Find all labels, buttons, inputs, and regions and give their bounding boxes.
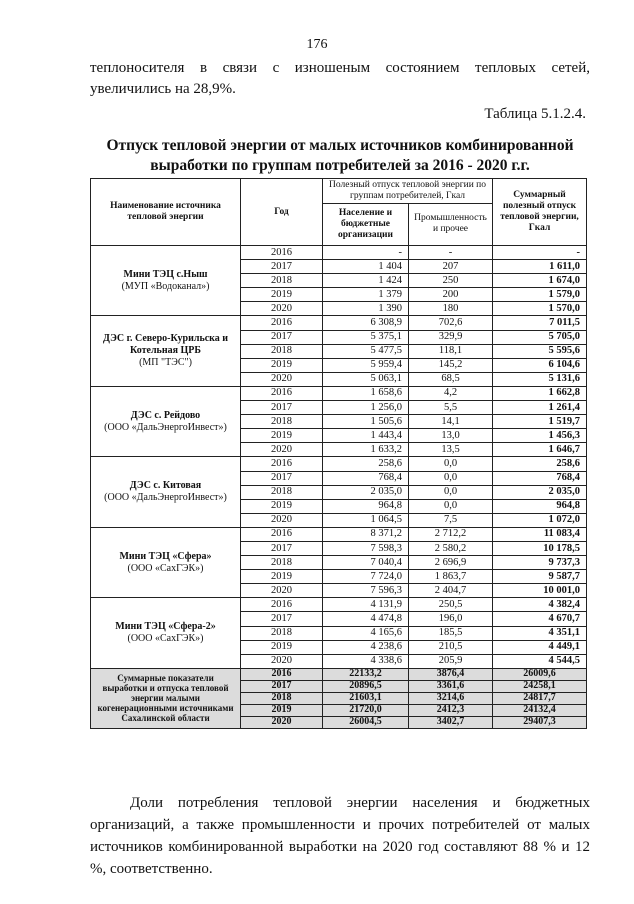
total-cell: 6 104,6: [493, 358, 587, 372]
year-cell: 2017: [241, 471, 323, 485]
page-number: 176: [306, 37, 328, 52]
industry-cell: 2 712,2: [409, 527, 493, 541]
total-cell: 2 035,0: [493, 485, 587, 499]
industry-cell: 702,6: [409, 316, 493, 330]
population-cell: 964,8: [323, 499, 409, 513]
population-cell: 4 474,8: [323, 612, 409, 626]
table-label: Таблица 5.1.2.4.: [484, 106, 586, 122]
population-cell: 1 256,0: [323, 401, 409, 415]
year-cell: 2017: [241, 330, 323, 344]
total-cell: 11 083,4: [493, 527, 587, 541]
total-cell: 5 595,6: [493, 344, 587, 358]
population-cell: 1 633,2: [323, 443, 409, 457]
population-cell: 1 443,4: [323, 429, 409, 443]
year-cell: 2016: [241, 598, 323, 612]
industry-cell: 118,1: [409, 344, 493, 358]
total-cell: 1 646,7: [493, 443, 587, 457]
source-cell: [91, 457, 241, 527]
industry-cell: 7,5: [409, 513, 493, 527]
year-cell: 2017: [241, 260, 323, 274]
table-row: [91, 386, 587, 400]
total-cell: 5 131,6: [493, 372, 587, 386]
total-cell: 10 001,0: [493, 584, 587, 598]
summary-industry: 3361,6: [409, 680, 493, 692]
industry-cell: 0,0: [409, 471, 493, 485]
industry-cell: 250,5: [409, 598, 493, 612]
industry-cell: 200: [409, 288, 493, 302]
industry-cell: 329,9: [409, 330, 493, 344]
industry-cell: 185,5: [409, 626, 493, 640]
year-cell: 2018: [241, 556, 323, 570]
industry-cell: 0,0: [409, 499, 493, 513]
total-cell: 4 670,7: [493, 612, 587, 626]
year-cell: 2016: [241, 386, 323, 400]
total-cell: -: [493, 246, 587, 260]
population-cell: 258,6: [323, 457, 409, 471]
industry-cell: 68,5: [409, 372, 493, 386]
year-cell: 2019: [241, 358, 323, 372]
year-cell: 2020: [241, 372, 323, 386]
source-org: (МП "ТЭС"): [139, 357, 192, 369]
table-row: [91, 246, 587, 260]
population-cell: 4 131,9: [323, 598, 409, 612]
population-cell: 1 379: [323, 288, 409, 302]
industry-cell: 205,9: [409, 654, 493, 668]
summary-total: 29407,3: [493, 716, 587, 728]
year-cell: 2018: [241, 485, 323, 499]
total-cell: 5 705,0: [493, 330, 587, 344]
total-cell: 4 382,4: [493, 598, 587, 612]
summary-total: 26009,6: [493, 668, 587, 680]
total-cell: 1 570,0: [493, 302, 587, 316]
header-industry: Промышленность и прочее: [409, 203, 493, 245]
year-cell: 2020: [241, 513, 323, 527]
year-cell: 2017: [241, 612, 323, 626]
population-cell: 5 477,5: [323, 344, 409, 358]
year-cell: 2016: [241, 457, 323, 471]
source-org: (ООО «СахГЭК»): [127, 562, 204, 574]
year-cell: 2016: [241, 527, 323, 541]
year-cell: 2019: [241, 288, 323, 302]
population-cell: 7 040,4: [323, 556, 409, 570]
summary-industry: 3876,4: [409, 668, 493, 680]
source-cell: [91, 246, 241, 316]
population-cell: 1 390: [323, 302, 409, 316]
header-population: Население и бюджетные организации: [323, 203, 409, 245]
year-cell: 2016: [241, 246, 323, 260]
summary-total: 24817,7: [493, 692, 587, 704]
table-row: [91, 457, 587, 471]
population-cell: 4 338,6: [323, 654, 409, 668]
header-useful-release: Полезный отпуск тепловой энергии по группам потребителей, Гкал: [323, 179, 493, 204]
industry-cell: 210,5: [409, 640, 493, 654]
summary-year: 2019: [241, 704, 323, 716]
total-cell: 1 662,8: [493, 386, 587, 400]
total-cell: 964,8: [493, 499, 587, 513]
population-cell: 7 598,3: [323, 541, 409, 555]
industry-cell: 180: [409, 302, 493, 316]
industry-cell: 14,1: [409, 415, 493, 429]
source-name: Мини ТЭЦ «Сфера-2»: [115, 621, 216, 633]
source-cell: [91, 316, 241, 386]
population-cell: 5 375,1: [323, 330, 409, 344]
industry-cell: 2 580,2: [409, 541, 493, 555]
table-title: Отпуск тепловой энергии от малых источников комбинированной выработки по группам потребителей за 2016 - 2020 г.г.: [106, 137, 574, 174]
industry-cell: 0,0: [409, 485, 493, 499]
summary-total: 24132,4: [493, 704, 587, 716]
population-cell: 768,4: [323, 471, 409, 485]
year-cell: 2018: [241, 626, 323, 640]
population-cell: 4 165,6: [323, 626, 409, 640]
source-name: ДЭС с. Китовая: [129, 480, 202, 492]
population-cell: 8 371,2: [323, 527, 409, 541]
total-cell: 1 072,0: [493, 513, 587, 527]
population-cell: 7 724,0: [323, 570, 409, 584]
population-cell: 5 063,1: [323, 372, 409, 386]
year-cell: 2017: [241, 541, 323, 555]
source-cell: [91, 386, 241, 456]
header-total: Суммарный полезный отпуск тепловой энергии, Гкал: [493, 179, 587, 246]
total-cell: 1 579,0: [493, 288, 587, 302]
summary-industry: 2412,3: [409, 704, 493, 716]
total-cell: 9 737,3: [493, 556, 587, 570]
summary-population: 21720,0: [323, 704, 409, 716]
summary-year: 2017: [241, 680, 323, 692]
industry-cell: 2 404,7: [409, 584, 493, 598]
total-cell: 4 351,1: [493, 626, 587, 640]
population-cell: 1 064,5: [323, 513, 409, 527]
population-cell: 1 404: [323, 260, 409, 274]
industry-cell: -: [409, 246, 493, 260]
industry-cell: 13,0: [409, 429, 493, 443]
industry-cell: 4,2: [409, 386, 493, 400]
year-cell: 2018: [241, 415, 323, 429]
industry-cell: 5,5: [409, 401, 493, 415]
population-cell: 4 238,6: [323, 640, 409, 654]
table-row: [91, 598, 587, 612]
year-cell: 2016: [241, 316, 323, 330]
source-name: Мини ТЭЦ с.Ныш: [123, 268, 208, 280]
header-source: Наименование источника тепловой энергии: [91, 179, 241, 246]
total-cell: 768,4: [493, 471, 587, 485]
year-cell: 2019: [241, 570, 323, 584]
header-year: Год: [241, 179, 323, 246]
total-cell: 4 449,1: [493, 640, 587, 654]
year-cell: 2020: [241, 654, 323, 668]
table-row: [91, 316, 587, 330]
summary-row: [91, 668, 587, 680]
year-cell: 2019: [241, 429, 323, 443]
population-cell: 2 035,0: [323, 485, 409, 499]
source-org: (ООО «ДальЭнергоИнвест»): [104, 492, 227, 504]
total-cell: 7 011,5: [493, 316, 587, 330]
summary-label: Суммарные показатели выработки и отпуска тепловой энергии малыми когенерационными источниками Сахалинской области: [91, 668, 241, 728]
population-cell: 1 505,6: [323, 415, 409, 429]
summary-industry: 3402,7: [409, 716, 493, 728]
industry-cell: 13,5: [409, 443, 493, 457]
summary-year: 2016: [241, 668, 323, 680]
summary-population: 26004,5: [323, 716, 409, 728]
total-cell: 1 674,0: [493, 274, 587, 288]
year-cell: 2018: [241, 274, 323, 288]
total-cell: 1 456,3: [493, 429, 587, 443]
summary-year: 2018: [241, 692, 323, 704]
summary-industry: 3214,6: [409, 692, 493, 704]
year-cell: 2018: [241, 344, 323, 358]
summary-population: 20896,5: [323, 680, 409, 692]
table-body: [91, 246, 587, 729]
year-cell: 2020: [241, 302, 323, 316]
source-org: (МУП «Водоканал»): [121, 280, 210, 292]
total-cell: 258,6: [493, 457, 587, 471]
industry-cell: 207: [409, 260, 493, 274]
source-org: (ООО «СахГЭК»): [127, 633, 204, 645]
summary-population: 21603,1: [323, 692, 409, 704]
population-cell: 1 658,6: [323, 386, 409, 400]
industry-cell: 2 696,9: [409, 556, 493, 570]
source-cell: [91, 598, 241, 668]
intro-paragraph: теплоносителя в связи с изношеным состоянием тепловых сетей, увеличились на 28,9%.: [90, 60, 590, 97]
industry-cell: 250: [409, 274, 493, 288]
source-cell: [91, 527, 241, 597]
industry-cell: 145,2: [409, 358, 493, 372]
population-cell: -: [323, 246, 409, 260]
source-org: (ООО «ДальЭнергоИнвест»): [104, 421, 227, 433]
industry-cell: 1 863,7: [409, 570, 493, 584]
summary-year: 2020: [241, 716, 323, 728]
summary-population: 22133,2: [323, 668, 409, 680]
heat-release-table: [90, 178, 587, 729]
year-cell: 2019: [241, 499, 323, 513]
source-name: ДЭС с. Рейдово: [130, 409, 201, 421]
year-cell: 2017: [241, 401, 323, 415]
source-name: Мини ТЭЦ «Сфера»: [119, 550, 212, 562]
year-cell: 2019: [241, 640, 323, 654]
table-row: [91, 527, 587, 541]
total-cell: 1 519,7: [493, 415, 587, 429]
year-cell: 2020: [241, 584, 323, 598]
total-cell: 9 587,7: [493, 570, 587, 584]
population-cell: 5 959,4: [323, 358, 409, 372]
total-cell: 1 611,0: [493, 260, 587, 274]
industry-cell: 196,0: [409, 612, 493, 626]
source-name: ДЭС г. Северо-Курильска и Котельная ЦРБ: [102, 333, 229, 357]
year-cell: 2020: [241, 443, 323, 457]
conclusion-paragraph: Доли потребления тепловой энергии населения и бюджетных организаций, а также промышленности и прочих потребителей от малых источников комбинированной выработки на 2020 год составляют 88 % и 12 %, соответственно.: [90, 795, 590, 877]
industry-cell: 0,0: [409, 457, 493, 471]
total-cell: 4 544,5: [493, 654, 587, 668]
total-cell: 10 178,5: [493, 541, 587, 555]
total-cell: 1 261,4: [493, 401, 587, 415]
population-cell: 7 596,3: [323, 584, 409, 598]
population-cell: 1 424: [323, 274, 409, 288]
summary-total: 24258,1: [493, 680, 587, 692]
population-cell: 6 308,9: [323, 316, 409, 330]
